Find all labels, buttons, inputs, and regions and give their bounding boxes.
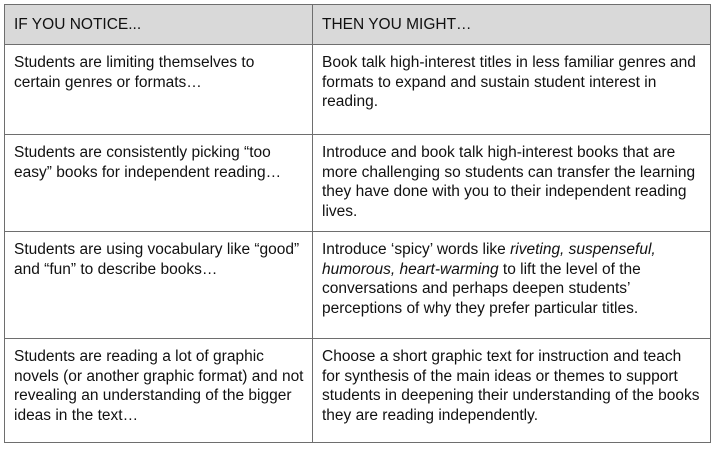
action-text-start: Introduce ‘spicy’ words like bbox=[322, 241, 511, 258]
action-text-end: to lift the level of the conversations and perhaps deepen students’ perceptions of why they prefer particular titles. bbox=[322, 260, 641, 317]
action-cell bbox=[313, 232, 711, 339]
header-then-you-might: THEN YOU MIGHT… bbox=[313, 5, 711, 45]
notice-cell: Students are limiting themselves to certain genres or formats… bbox=[5, 45, 313, 135]
action-cell: Introduce and book talk high-interest books that are more challenging so students can transfer the learning they have done with you to their independent reading lives. bbox=[313, 135, 711, 232]
notice-action-table bbox=[4, 4, 711, 443]
header-if-you-notice: IF YOU NOTICE... bbox=[5, 5, 313, 45]
action-cell: Book talk high-interest titles in less familiar genres and formats to expand and sustain student interest in reading. bbox=[313, 45, 711, 135]
notice-cell: Students are reading a lot of graphic novels (or another graphic format) and not revealing an understanding of the bigger ideas in the text… bbox=[5, 339, 313, 443]
table-row bbox=[5, 232, 711, 339]
notice-cell: Students are consistently picking “too easy” books for independent reading… bbox=[5, 135, 313, 232]
table-row bbox=[5, 339, 711, 443]
action-text-italic-words: riveting, suspenseful, humorous, heart-warming bbox=[322, 241, 656, 278]
action-cell: Choose a short graphic text for instruction and teach for synthesis of the main ideas or themes to support students in deepening their understanding of the books they are reading independently. bbox=[313, 339, 711, 443]
table-row bbox=[5, 45, 711, 135]
table-header-row bbox=[5, 5, 711, 45]
table-row bbox=[5, 135, 711, 232]
notice-cell: Students are using vocabulary like “good” and “fun” to describe books… bbox=[5, 232, 313, 339]
